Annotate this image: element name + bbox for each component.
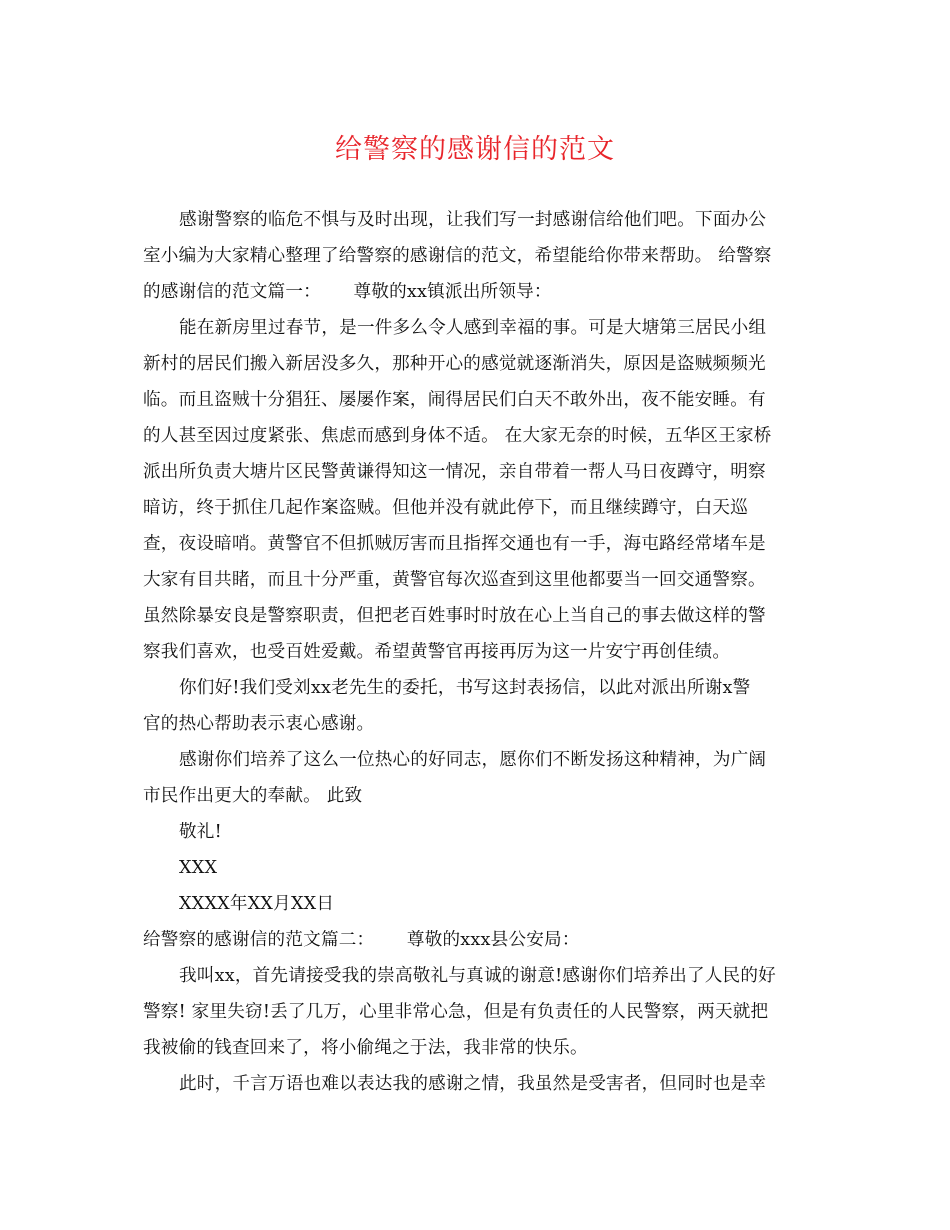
text-line: 感谢你们培养了这么一位热心的好同志，愿你们不断发扬这种精神，为广阔: [179, 750, 767, 770]
text-line: 你们好!我们受刘xx老先生的委托，书写这封表扬信，以此对派出所谢x警: [179, 678, 751, 698]
text-line: XXXX年XX月XX日: [179, 894, 335, 914]
text-line: 的感谢信的范文篇一： 尊敬的xx镇派出所领导：: [143, 282, 552, 302]
text-line: 室小编为大家精心整理了给警察的感谢信的范文，希望能给你带来帮助。 给警察: [143, 246, 772, 266]
text-line: 暗访，终于抓住几起作案盗贼。但他并没有就此停下，而且继续蹲守，白天巡: [143, 498, 748, 518]
text-line: XXX: [179, 858, 218, 878]
text-line: 市民作出更大的奉献。 此致: [143, 786, 363, 806]
text-line: 感谢警察的临危不惧与及时出现，让我们写一封感谢信给他们吧。下面办公: [179, 210, 767, 230]
text-line: 临。而且盗贼十分猖狂、屡屡作案，闹得居民们白天不敢外出，夜不能安睡。有: [143, 390, 766, 410]
text-line: 我叫xx，首先请接受我的崇高敬礼与真诚的谢意!感谢你们培养出了人民的好: [179, 966, 776, 986]
text-line: 警察! 家里失窃!丢了几万，心里非常心急，但是有负责任的人民警察，两天就把: [143, 1002, 769, 1022]
text-line: 察我们喜欢，也受百姓爱戴。希望黄警官再接再厉为这一片安宁再创佳绩。: [143, 642, 731, 662]
text-line: 此时，千言万语也难以表达我的感谢之情，我虽然是受害者，但同时也是幸: [179, 1074, 767, 1094]
text-line: 我被偷的钱查回来了，将小偷绳之于法，我非常的快乐。: [143, 1038, 588, 1058]
text-line: 查，夜设暗哨。黄警官不但抓贼厉害而且指挥交通也有一手，海屯路经常堵车是: [143, 534, 766, 554]
text-line: 敬礼!: [179, 822, 222, 842]
text-line: 给警察的感谢信的范文篇二： 尊敬的xxx县公安局：: [143, 930, 580, 950]
text-line: 虽然除暴安良是警察职责，但把老百姓事时时放在心上当自己的事去做这样的警: [143, 606, 766, 626]
text-line: 能在新房里过春节，是一件多么令人感到幸福的事。可是大塘第三居民小组: [179, 318, 767, 338]
text-line: 新村的居民们搬入新居没多久，那种开心的感觉就逐渐消失，原因是盗贼频频光: [143, 354, 766, 374]
text-line: 的人甚至因过度紧张、焦虑而感到身体不适。 在大家无奈的时候，五华区王家桥: [143, 426, 772, 446]
text-line: 官的热心帮助表示衷心感谢。: [143, 714, 375, 734]
document-title: 给警察的感谢信的范文: [335, 134, 615, 165]
text-line: 派出所负责大塘片区民警黄谦得知这一情况，亲自带着一帮人马日夜蹲守，明察: [143, 462, 766, 482]
text-line: 大家有目共睹，而且十分严重，黄警官每次巡查到这里他都要当一回交通警察。: [143, 570, 766, 590]
